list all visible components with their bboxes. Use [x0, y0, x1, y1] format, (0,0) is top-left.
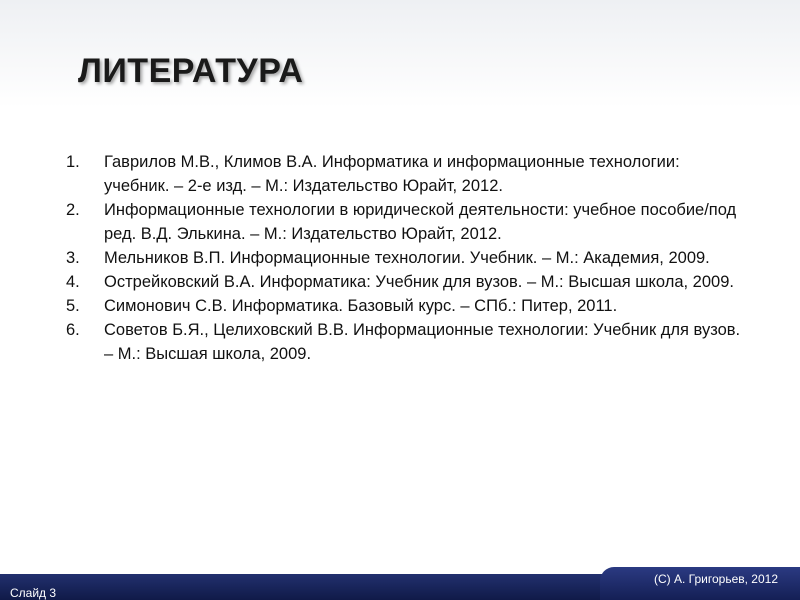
list-item-text: Гаврилов М.В., Климов В.А. Информатика и информационные технологии: учебник. – 2-е изд. – М.: Издательство Юрайт, 2012.	[104, 153, 680, 195]
list-item-number: 6.	[66, 321, 80, 339]
list-item-text: Информационные технологии в юридической деятельности: учебное пособие/под ред. В.Д. Элькина. – М.: Издательство Юрайт, 2012.	[104, 201, 737, 243]
list-item-number: 1.	[66, 153, 80, 171]
list-item-number: 5.	[66, 297, 80, 315]
list-item	[62, 150, 742, 198]
list-item	[62, 270, 742, 294]
footer-author-tab	[600, 567, 800, 600]
list-item-text: Острейковский В.А. Информатика: Учебник для вузов. – М.: Высшая школа, 2009.	[104, 273, 734, 291]
list-item	[62, 318, 742, 366]
list-item-number: 2.	[66, 201, 80, 219]
list-item-number: 3.	[66, 249, 80, 267]
list-item-number: 4.	[66, 273, 80, 291]
reference-list	[62, 150, 742, 366]
author-credit: (C) А. Григорьев, 2012	[654, 572, 778, 586]
slide-number: Слайд 3	[10, 586, 57, 600]
list-item	[62, 246, 742, 270]
list-item-text: Советов Б.Я., Целиховский В.В. Информационные технологии: Учебник для вузов. – М.: Высшая школа, 2009.	[104, 321, 741, 363]
slide-title: ЛИТЕРАТУРА	[78, 52, 304, 90]
list-item-text: Симонович С.В. Информатика. Базовый курс. – СПб.: Питер, 2011.	[104, 297, 618, 315]
list-item	[62, 198, 742, 246]
list-item-text: Мельников В.П. Информационные технологии. Учебник. – М.: Академия, 2009.	[104, 249, 710, 267]
footer	[0, 567, 800, 600]
list-item	[62, 294, 742, 318]
